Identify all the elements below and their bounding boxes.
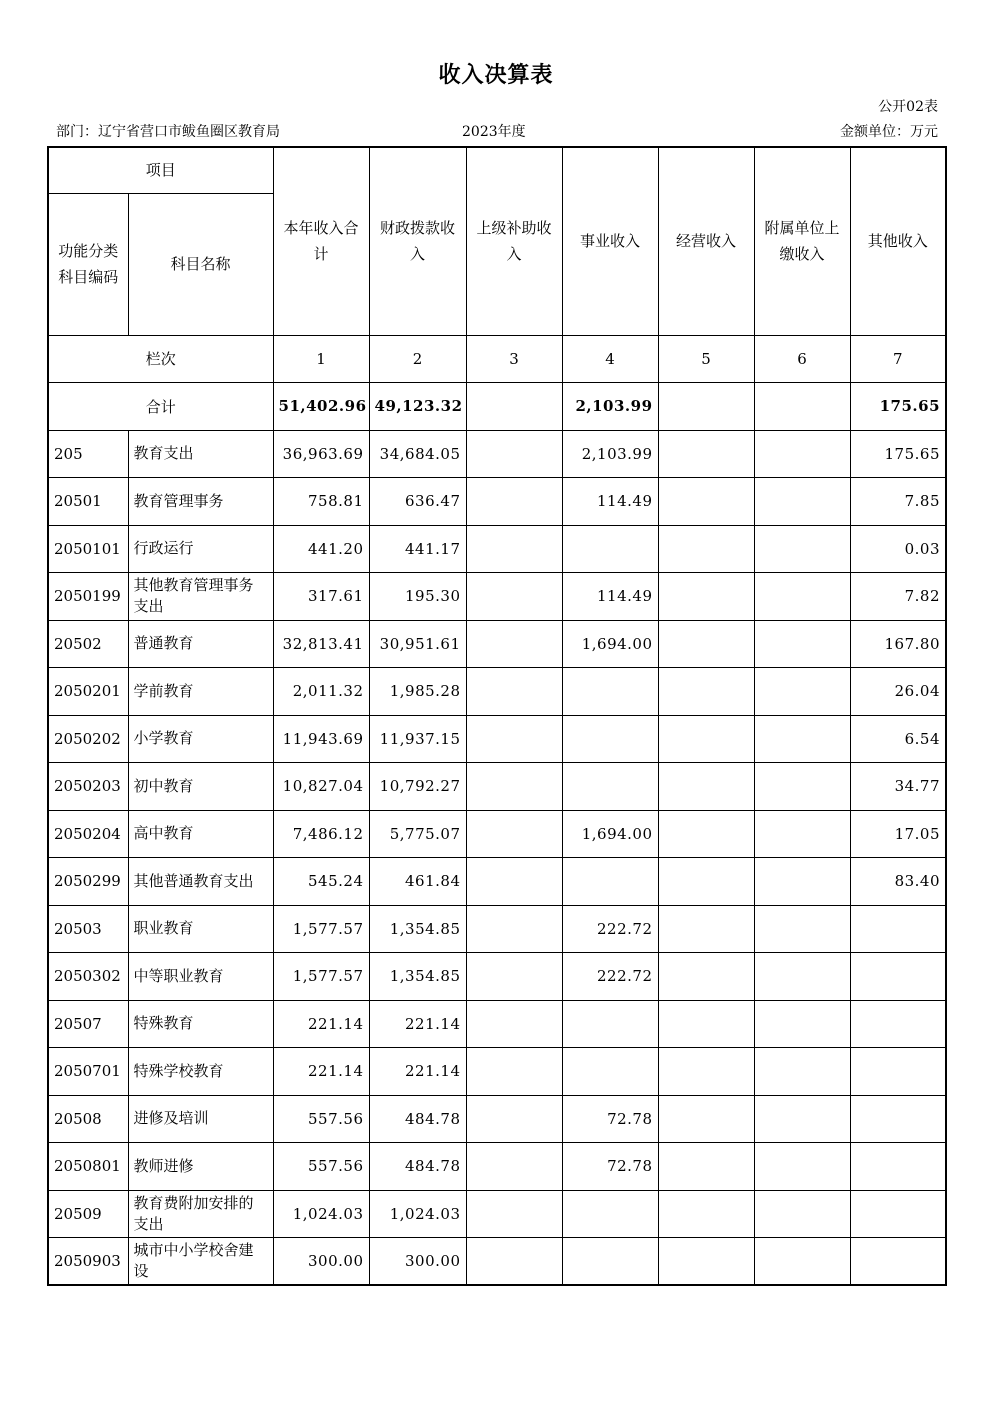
business-income-cell — [562, 858, 658, 906]
operating-income-cell — [658, 525, 754, 573]
business-income-cell: 2,103.99 — [562, 430, 658, 478]
table-row — [48, 478, 946, 526]
business-income-cell — [562, 715, 658, 763]
subject-name-cell: 教育支出 — [128, 430, 273, 478]
totals-row — [48, 382, 946, 430]
business-income-cell: 72.78 — [562, 1095, 658, 1143]
operating-income-cell — [658, 763, 754, 811]
affiliated-unit-income-cell — [754, 430, 850, 478]
subject-code-cell: 20507 — [48, 1000, 128, 1048]
superior-subsidy-cell — [466, 620, 562, 668]
affiliated-unit-income-cell — [754, 715, 850, 763]
subject-code-cell: 2050201 — [48, 668, 128, 716]
amount-unit-label: 金额单位：万元 — [840, 124, 938, 140]
operating-income-cell — [658, 1143, 754, 1191]
operating-income-cell — [658, 1190, 754, 1238]
subject-name-cell: 教育费附加安排的支出 — [128, 1190, 273, 1238]
table-row — [48, 1000, 946, 1048]
table-row — [48, 573, 946, 621]
superior-subsidy-cell — [466, 1190, 562, 1238]
table-row — [48, 763, 946, 811]
fiscal-allocation-cell: 5,775.07 — [369, 810, 466, 858]
total-income-cell: 11,943.69 — [273, 715, 369, 763]
affiliated-unit-income-cell — [754, 810, 850, 858]
affiliated-unit-income-cell — [754, 573, 850, 621]
superior-subsidy-cell — [466, 573, 562, 621]
operating-income-cell — [658, 430, 754, 478]
affiliated-unit-income-cell — [754, 1048, 850, 1096]
superior-subsidy-cell — [466, 668, 562, 716]
table-row — [48, 905, 946, 953]
other-income-cell: 6.54 — [850, 715, 946, 763]
table-row — [48, 668, 946, 716]
fiscal-allocation-header: 财政拨款收入 — [369, 147, 466, 335]
fiscal-allocation-cell: 484.78 — [369, 1095, 466, 1143]
subject-code-cell: 2050801 — [48, 1143, 128, 1191]
total-income-cell: 441.20 — [273, 525, 369, 573]
affiliated-unit-income-cell — [754, 620, 850, 668]
business-income-cell — [562, 1000, 658, 1048]
affiliated-unit-income-cell — [754, 668, 850, 716]
subject-code-cell: 2050903 — [48, 1238, 128, 1286]
subject-code-cell: 205 — [48, 430, 128, 478]
total-income-cell: 758.81 — [273, 478, 369, 526]
fiscal-allocation-cell: 484.78 — [369, 1143, 466, 1191]
business-income-cell: 1,694.00 — [562, 620, 658, 668]
subject-code-cell: 2050299 — [48, 858, 128, 906]
business-income-cell — [562, 668, 658, 716]
fiscal-allocation-cell: 30,951.61 — [369, 620, 466, 668]
business-income-cell — [562, 1238, 658, 1286]
column-number: 3 — [466, 335, 562, 382]
total-income-cell: 557.56 — [273, 1143, 369, 1191]
subject-code-cell: 20502 — [48, 620, 128, 668]
total-income-cell: 545.24 — [273, 858, 369, 906]
other-income-cell — [850, 1190, 946, 1238]
business-income-cell — [562, 1048, 658, 1096]
superior-subsidy-cell — [466, 1000, 562, 1048]
operating-income-cell — [658, 382, 754, 430]
superior-subsidy-cell — [466, 858, 562, 906]
page-title: 收入决算表 — [438, 63, 554, 88]
subject-code-cell: 2050202 — [48, 715, 128, 763]
totals-label: 合计 — [48, 382, 273, 430]
column-number: 4 — [562, 335, 658, 382]
fiscal-allocation-cell: 1,024.03 — [369, 1190, 466, 1238]
total-income-cell: 300.00 — [273, 1238, 369, 1286]
subject-code-cell: 20508 — [48, 1095, 128, 1143]
subject-code-cell: 2050302 — [48, 953, 128, 1001]
table-row — [48, 1238, 946, 1286]
operating-income-cell — [658, 858, 754, 906]
superior-subsidy-cell — [466, 430, 562, 478]
subject-name-header: 科目名称 — [128, 193, 273, 335]
business-income-cell — [562, 1190, 658, 1238]
business-income-header: 事业收入 — [562, 147, 658, 335]
affiliated-unit-income-cell — [754, 478, 850, 526]
column-number: 6 — [754, 335, 850, 382]
affiliated-unit-income-cell — [754, 953, 850, 1001]
subject-name-cell: 特殊学校教育 — [128, 1048, 273, 1096]
business-income-cell: 1,694.00 — [562, 810, 658, 858]
subject-name-cell: 进修及培训 — [128, 1095, 273, 1143]
other-income-cell: 7.82 — [850, 573, 946, 621]
subject-code-cell: 20509 — [48, 1190, 128, 1238]
other-income-cell: 34.77 — [850, 763, 946, 811]
subject-code-cell: 2050204 — [48, 810, 128, 858]
subject-name-cell: 其他教育管理事务支出 — [128, 573, 273, 621]
table-row — [48, 525, 946, 573]
subject-name-cell: 学前教育 — [128, 668, 273, 716]
fiscal-year-label: 2023年度 — [462, 124, 526, 140]
fiscal-allocation-cell: 11,937.15 — [369, 715, 466, 763]
superior-subsidy-cell — [466, 905, 562, 953]
other-income-cell: 83.40 — [850, 858, 946, 906]
table-row — [48, 810, 946, 858]
fiscal-allocation-cell: 195.30 — [369, 573, 466, 621]
subject-code-cell: 2050101 — [48, 525, 128, 573]
fiscal-allocation-cell: 221.14 — [369, 1048, 466, 1096]
superior-subsidy-cell — [466, 953, 562, 1001]
superior-subsidy-cell — [466, 1143, 562, 1191]
total-income-cell: 32,813.41 — [273, 620, 369, 668]
business-income-cell: 2,103.99 — [562, 382, 658, 430]
other-income-cell — [850, 1143, 946, 1191]
affiliated-unit-income-header: 附属单位上缴收入 — [754, 147, 850, 335]
affiliated-unit-income-cell — [754, 382, 850, 430]
operating-income-cell — [658, 1095, 754, 1143]
total-income-cell: 557.56 — [273, 1095, 369, 1143]
other-income-cell: 26.04 — [850, 668, 946, 716]
fiscal-allocation-cell: 1,985.28 — [369, 668, 466, 716]
operating-income-cell — [658, 810, 754, 858]
business-income-cell — [562, 525, 658, 573]
total-income-cell: 1,024.03 — [273, 1190, 369, 1238]
fiscal-allocation-cell: 300.00 — [369, 1238, 466, 1286]
total-income-cell: 221.14 — [273, 1048, 369, 1096]
total-income-cell: 10,827.04 — [273, 763, 369, 811]
table-row — [48, 1190, 946, 1238]
other-income-cell: 175.65 — [850, 430, 946, 478]
affiliated-unit-income-cell — [754, 1238, 850, 1286]
other-income-cell — [850, 1048, 946, 1096]
affiliated-unit-income-cell — [754, 1143, 850, 1191]
total-income-cell: 2,011.32 — [273, 668, 369, 716]
operating-income-cell — [658, 620, 754, 668]
affiliated-unit-income-cell — [754, 763, 850, 811]
operating-income-cell — [658, 1238, 754, 1286]
operating-income-header: 经营收入 — [658, 147, 754, 335]
business-income-cell: 222.72 — [562, 905, 658, 953]
other-income-cell — [850, 1238, 946, 1286]
operating-income-cell — [658, 905, 754, 953]
fiscal-allocation-cell: 221.14 — [369, 1000, 466, 1048]
total-income-cell: 51,402.96 — [273, 382, 369, 430]
superior-subsidy-cell — [466, 715, 562, 763]
subject-code-cell: 2050203 — [48, 763, 128, 811]
other-income-cell: 0.03 — [850, 525, 946, 573]
column-number: 7 — [850, 335, 946, 382]
total-income-header: 本年收入合计 — [273, 147, 369, 335]
table-row — [48, 1048, 946, 1096]
subject-name-cell: 中等职业教育 — [128, 953, 273, 1001]
fiscal-allocation-cell: 34,684.05 — [369, 430, 466, 478]
function-code-header: 功能分类科目编码 — [48, 193, 128, 335]
business-income-cell: 114.49 — [562, 478, 658, 526]
fiscal-allocation-cell: 461.84 — [369, 858, 466, 906]
fiscal-allocation-cell: 636.47 — [369, 478, 466, 526]
subject-name-cell: 小学教育 — [128, 715, 273, 763]
affiliated-unit-income-cell — [754, 1190, 850, 1238]
affiliated-unit-income-cell — [754, 858, 850, 906]
operating-income-cell — [658, 1000, 754, 1048]
operating-income-cell — [658, 715, 754, 763]
subject-name-cell: 初中教育 — [128, 763, 273, 811]
form-number: 公开02表 — [878, 99, 938, 115]
other-income-cell: 175.65 — [850, 382, 946, 430]
subject-name-cell: 普通教育 — [128, 620, 273, 668]
subject-name-cell: 教育管理事务 — [128, 478, 273, 526]
fiscal-allocation-cell: 441.17 — [369, 525, 466, 573]
other-income-cell: 17.05 — [850, 810, 946, 858]
table-row — [48, 430, 946, 478]
subject-name-cell: 特殊教育 — [128, 1000, 273, 1048]
fiscal-allocation-cell: 1,354.85 — [369, 905, 466, 953]
other-income-cell — [850, 1095, 946, 1143]
department-label: 部门：辽宁省营口市鲅鱼圈区教育局 — [56, 124, 280, 140]
table-row — [48, 858, 946, 906]
subject-code-cell: 2050199 — [48, 573, 128, 621]
other-income-cell: 167.80 — [850, 620, 946, 668]
other-income-cell — [850, 1000, 946, 1048]
table-row — [48, 1095, 946, 1143]
subject-code-cell: 2050701 — [48, 1048, 128, 1096]
item-header: 项目 — [48, 147, 273, 193]
superior-subsidy-cell — [466, 382, 562, 430]
column-number: 5 — [658, 335, 754, 382]
column-index-label: 栏次 — [48, 335, 273, 382]
total-income-cell: 317.61 — [273, 573, 369, 621]
fiscal-allocation-cell: 1,354.85 — [369, 953, 466, 1001]
superior-subsidy-cell — [466, 525, 562, 573]
subject-code-cell: 20503 — [48, 905, 128, 953]
operating-income-cell — [658, 478, 754, 526]
subject-name-cell: 职业教育 — [128, 905, 273, 953]
superior-subsidy-cell — [466, 763, 562, 811]
affiliated-unit-income-cell — [754, 905, 850, 953]
superior-subsidy-cell — [466, 810, 562, 858]
subject-name-cell: 其他普通教育支出 — [128, 858, 273, 906]
fiscal-allocation-cell: 49,123.32 — [369, 382, 466, 430]
superior-subsidy-header: 上级补助收入 — [466, 147, 562, 335]
column-number: 1 — [273, 335, 369, 382]
other-income-cell — [850, 953, 946, 1001]
business-income-cell: 222.72 — [562, 953, 658, 1001]
subject-name-cell: 城市中小学校舍建设 — [128, 1238, 273, 1286]
other-income-header: 其他收入 — [850, 147, 946, 335]
total-income-cell: 7,486.12 — [273, 810, 369, 858]
affiliated-unit-income-cell — [754, 1000, 850, 1048]
subject-name-cell: 行政运行 — [128, 525, 273, 573]
other-income-cell: 7.85 — [850, 478, 946, 526]
other-income-cell — [850, 905, 946, 953]
table-row — [48, 1143, 946, 1191]
operating-income-cell — [658, 1048, 754, 1096]
income-table — [47, 146, 947, 1286]
total-income-cell: 1,577.57 — [273, 905, 369, 953]
superior-subsidy-cell — [466, 478, 562, 526]
subject-name-cell: 高中教育 — [128, 810, 273, 858]
affiliated-unit-income-cell — [754, 525, 850, 573]
affiliated-unit-income-cell — [754, 1095, 850, 1143]
operating-income-cell — [658, 668, 754, 716]
total-income-cell: 221.14 — [273, 1000, 369, 1048]
table-row — [48, 953, 946, 1001]
business-income-cell — [562, 763, 658, 811]
subject-code-cell: 20501 — [48, 478, 128, 526]
total-income-cell: 1,577.57 — [273, 953, 369, 1001]
column-number: 2 — [369, 335, 466, 382]
fiscal-allocation-cell: 10,792.27 — [369, 763, 466, 811]
subject-name-cell: 教师进修 — [128, 1143, 273, 1191]
operating-income-cell — [658, 573, 754, 621]
superior-subsidy-cell — [466, 1095, 562, 1143]
business-income-cell: 114.49 — [562, 573, 658, 621]
table-row — [48, 620, 946, 668]
superior-subsidy-cell — [466, 1048, 562, 1096]
business-income-cell: 72.78 — [562, 1143, 658, 1191]
table-row — [48, 715, 946, 763]
operating-income-cell — [658, 953, 754, 1001]
total-income-cell: 36,963.69 — [273, 430, 369, 478]
superior-subsidy-cell — [466, 1238, 562, 1286]
